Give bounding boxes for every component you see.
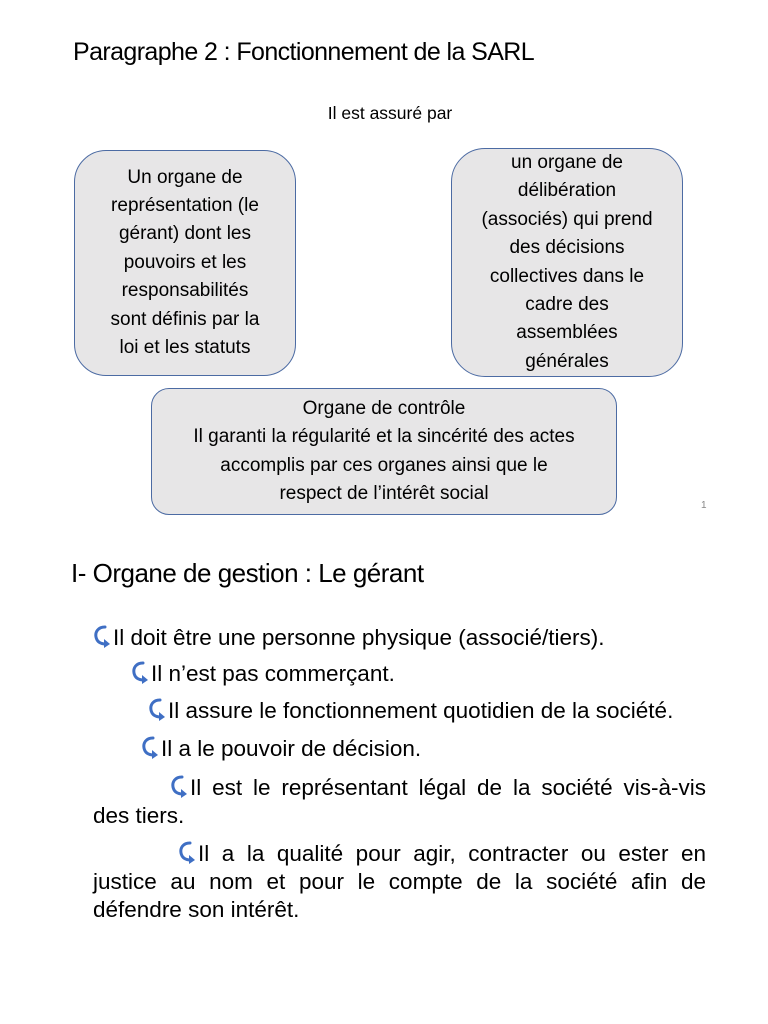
slide-title: Paragraphe 2 : Fonctionnement de la SARL	[73, 38, 535, 66]
deliberation-organ-text: un organe de délibération (associés) qui prend des décisions collectives dans le cadre des assemblées générales	[481, 151, 653, 372]
page-number: 1	[701, 500, 707, 511]
bullet-item	[93, 840, 706, 924]
bullet-text: Il a le pouvoir de décision.	[161, 736, 422, 761]
curved-arrow-icon	[178, 840, 198, 864]
representation-organ-text: Un organe de représentation (le gérant) dont les pouvoirs et les responsabilités sont définis par la loi et les statuts	[110, 166, 260, 359]
section-title: I- Organe de gestion : Le gérant	[71, 558, 424, 588]
curved-arrow-icon	[93, 624, 113, 648]
curved-arrow-icon	[148, 697, 168, 721]
bullet-item	[93, 774, 706, 830]
deliberation-organ-box	[451, 148, 683, 377]
curved-arrow-icon	[170, 774, 190, 798]
bullet-text: Il assure le fonctionnement quotidien de la société.	[168, 698, 674, 723]
bullet-text: Il a la qualité pour agir, contracter ou ester en justice au nom et pour le compte de la société afin de défendre son intérêt.	[93, 841, 706, 922]
bullet-item	[93, 660, 706, 688]
bullet-list	[93, 624, 706, 924]
bullet-item	[93, 735, 706, 763]
bullet-text: Il n’est pas commerçant.	[151, 661, 395, 686]
bullet-item	[93, 697, 706, 725]
representation-organ-box	[74, 150, 296, 376]
control-organ-box	[151, 388, 617, 515]
curved-arrow-icon	[141, 735, 161, 759]
bullet-item	[93, 624, 706, 652]
bullet-text: Il est le représentant légal de la société vis-à-vis des tiers.	[93, 775, 706, 828]
bullet-text: Il doit être une personne physique (associé/tiers).	[113, 625, 605, 650]
control-organ-text: Organe de contrôle Il garanti la régularité et la sincérité des actes accomplis par ces organes ainsi que le respect de l’intérêt social	[193, 397, 575, 504]
curved-arrow-icon	[131, 660, 151, 684]
slide-subtitle: Il est assuré par	[327, 103, 453, 123]
